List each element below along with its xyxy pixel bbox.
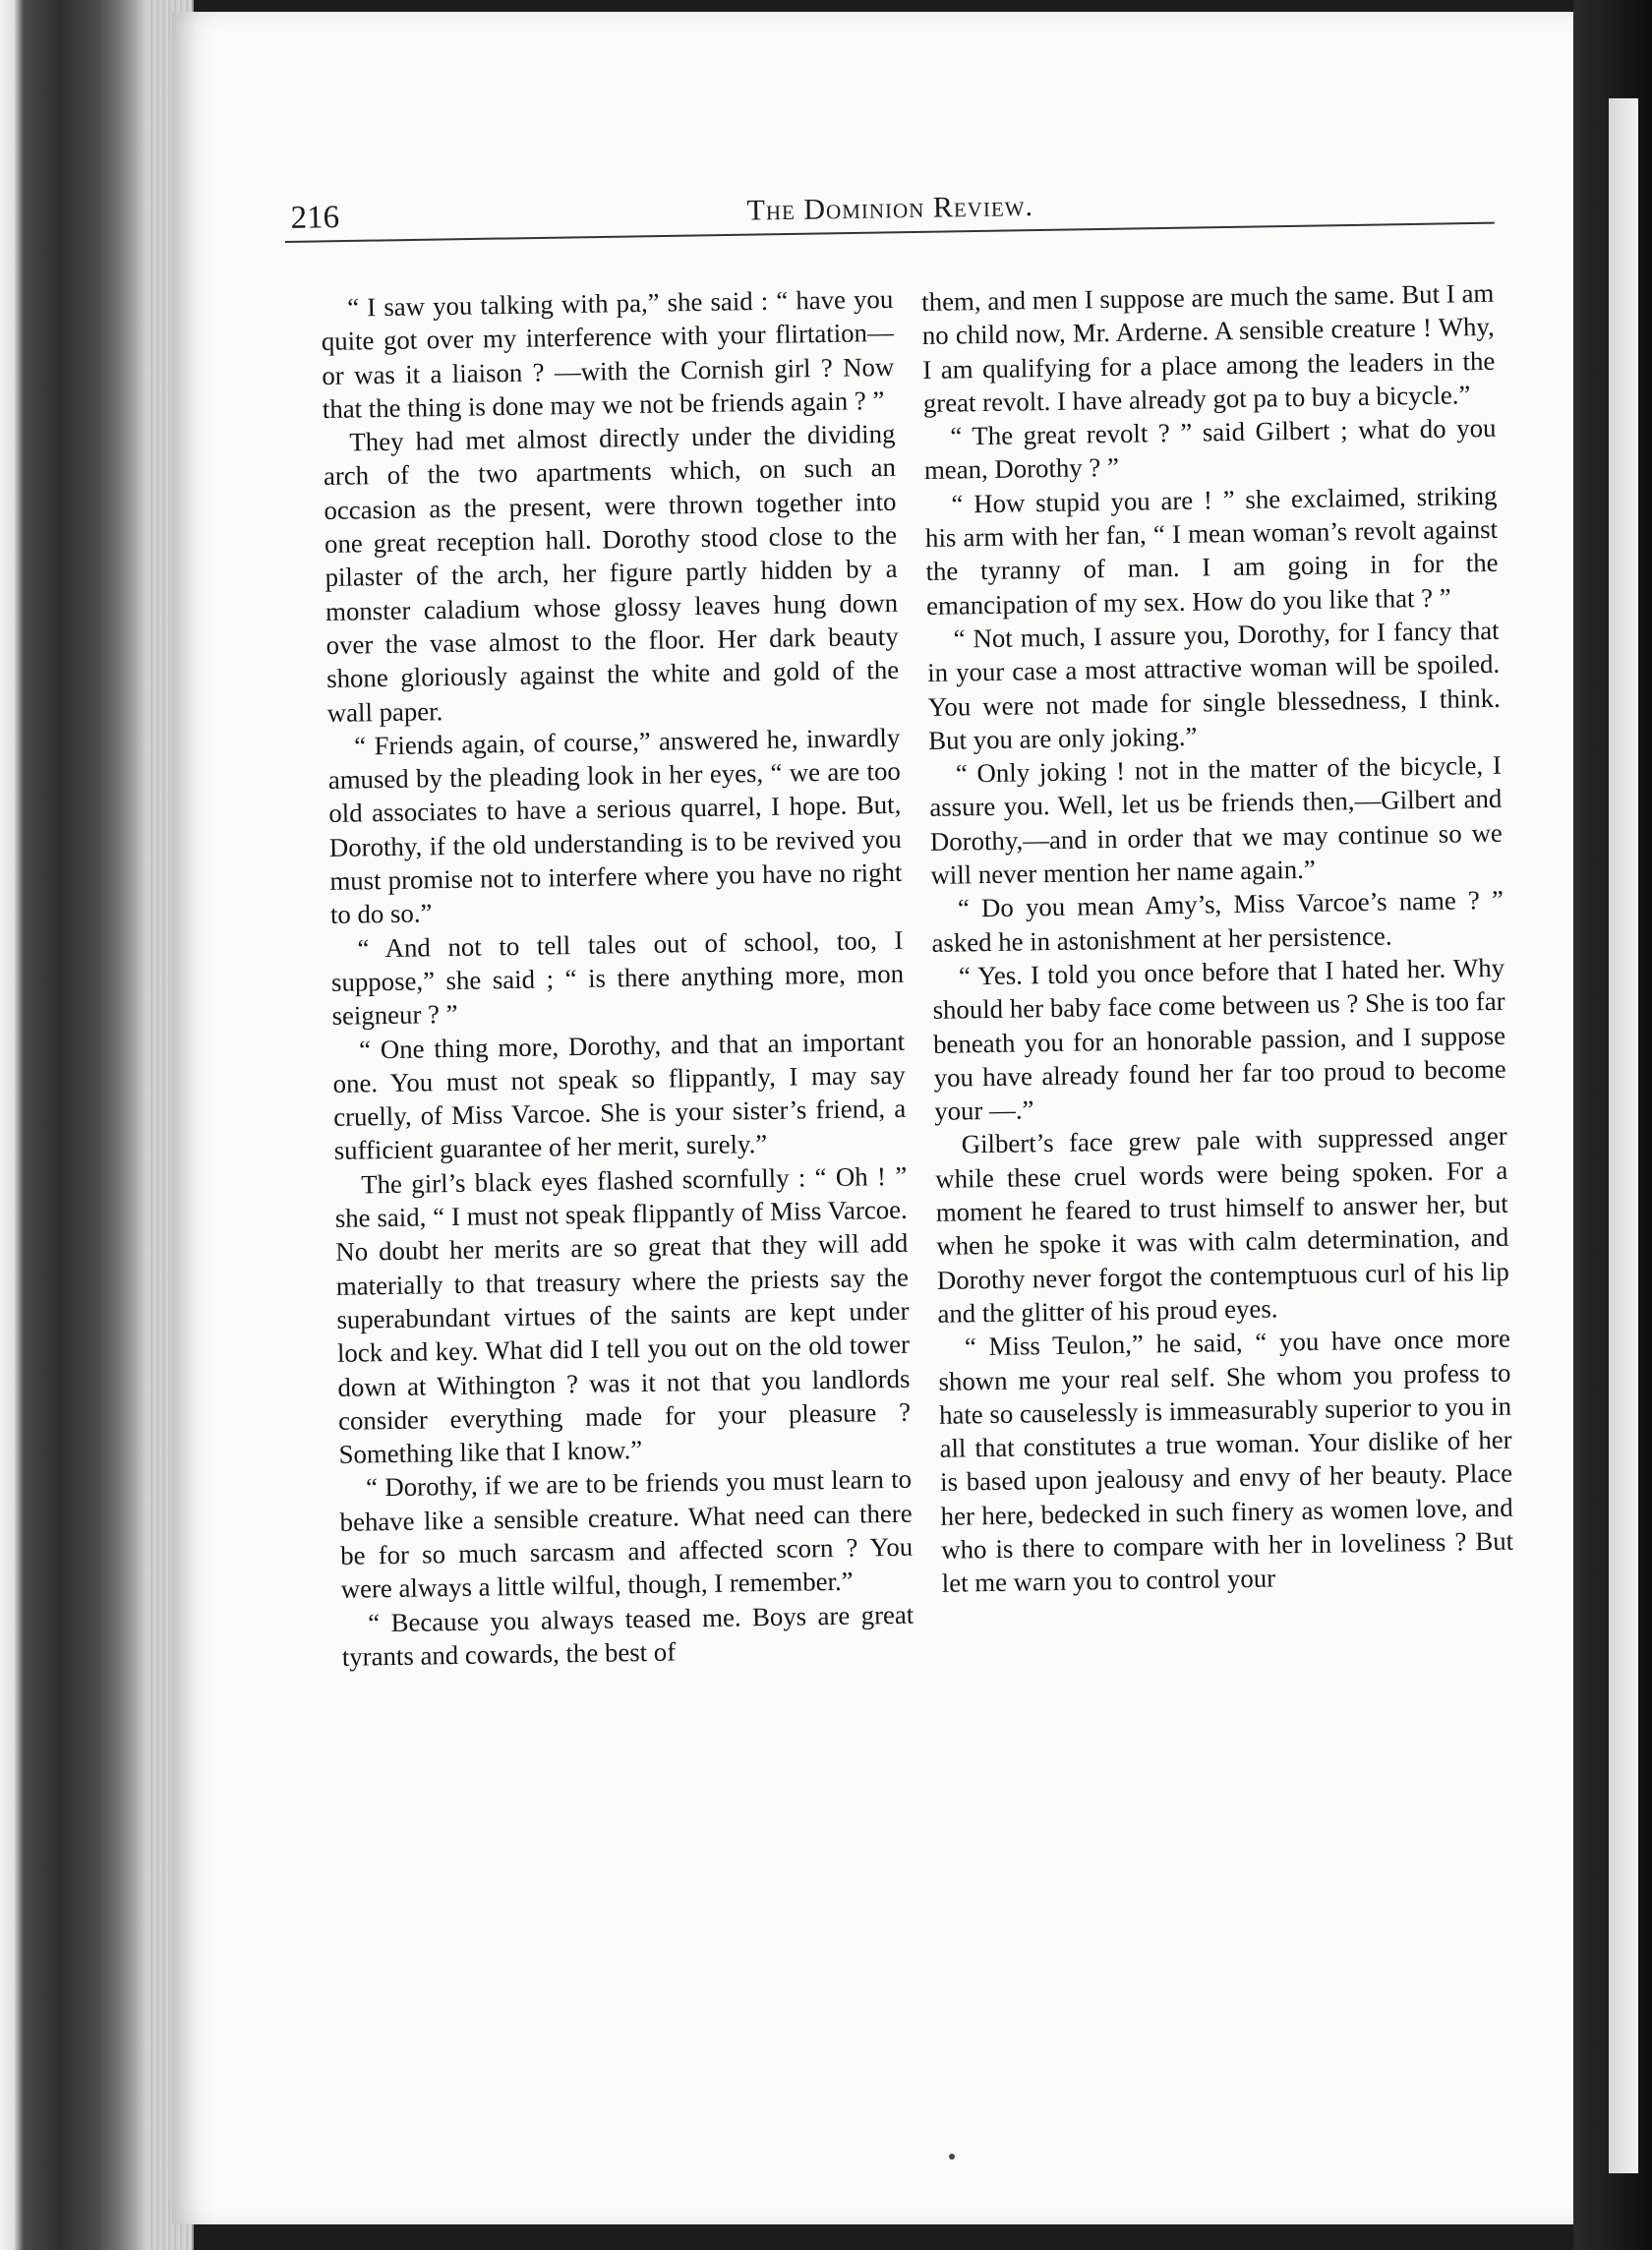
- paragraph: The girl’s black eyes flashed scornfully : “ Oh ! ” she said, “ I must not speak flippantly of Miss Varcoe. No doubt her merits are so great that they will add materially to that treasury where the priests say the superabundant virtues of the saints are kept under lock and key. What did I tell you out on the old tower down at Withington ? was it not that you landlords consider everything made for your pleasure ? Something like that I know.”: [334, 1160, 912, 1469]
- paragraph: “ Yes. I told you once before that I hated her. Why should her baby face come between us ? She is too far beneath you for an honorable passion, and I suppose you have already found her far too proud to become your —.”: [932, 952, 1506, 1127]
- paragraph: “ Friends again, of course,” answered he, inwardly amused by the pleading look in her eyes, “ we are too old associates to have a serious quarrel, I hope. But, Dorothy, if the old understanding is to be revived you must promise not to interfere where you have no right to do so.”: [327, 722, 903, 930]
- scan-speck: [949, 2154, 955, 2160]
- paragraph: “ Only joking ! not in the matter of the bicycle, I assure you. Well, let us be friends then,—Gilbert and Dorothy,—and in order that we may continue so we will never mention her name again.”: [929, 749, 1504, 890]
- book-binding-edge: [0, 0, 148, 2250]
- paragraph: “ One thing more, Dorothy, and that an important one. You must not speak so flippantly, I may say cruelly, of Miss Varcoe. She is your sister’s friend, a sufficient guarantee of her merit, surely.”: [332, 1026, 907, 1166]
- page-number: 216: [290, 200, 340, 236]
- running-title: The Dominion Review.: [746, 190, 1034, 227]
- paragraph: “ Miss Teulon,” he said, “ you have once more shown me your real self. She whom you profess to hate so causelessly is immeasurably superior to you in all that constitutes a true woman. Your dislike of her is based upon jealousy and envy of her beauty. Place her here, bedecked in such finery as women love, and who is there to compare with her in loveliness ? But let me warn you to control your: [938, 1323, 1514, 1599]
- paragraph: “ Not much, I assure you, Dorothy, for I fancy that in your case a most attractive woman will be spoiled. You were not made for single blessedness, I think. But you are only joking.”: [926, 615, 1501, 755]
- paragraph: “ Do you mean Amy’s, Miss Varcoe’s name ? ” asked he in astonishment at her persistence.: [931, 885, 1504, 958]
- paragraph: They had met almost directly under the dividing arch of the two apartments which, on such an occasion as the present, were thrown together into one great reception hall. Dorothy stood close to the pilaster of the arch, her figure partly hidden by a monster caladium whose glossy leaves hung down over the vase almost to the floor. Her dark beauty shone gloriously against the white and gold of the wall paper.: [323, 419, 900, 728]
- paragraph-continued: them, and men I suppose are much the same. But I am no child now, Mr. Arderne. A sensible creature ! Why, I am qualifying for a place among the leaders in the great revolt. I have already got pa to buy a bicycle.”: [921, 277, 1496, 418]
- paragraph: “ Dorothy, if we are to be friends you must learn to behave like a sensible creature. What need can there be for so much sarcasm and affected scorn ? You were always a little wilful, though, I remember.”: [339, 1464, 914, 1605]
- left-column: [321, 282, 920, 2042]
- paragraph: “ The great revolt ? ” said Gilbert ; what do you mean, Dorothy ? ”: [923, 413, 1497, 486]
- paragraph: “ How stupid you are ! ” she exclaimed, striking his arm with her fan, “ I mean woman’s revolt against the tyranny of man. I am going in for the emancipation of my sex. How do you like that ? ”: [924, 480, 1499, 621]
- right-column: [921, 276, 1521, 2036]
- paragraph: “ I saw you talking with pa,” she said : “ have you quite got over my interference with your flirtation—or was it a liaison ? —with the Cornish girl ? Now that the thing is done may we not be friends again ? ”: [321, 283, 895, 424]
- facing-page-edge: [1609, 98, 1638, 2173]
- paragraph: “ And not to tell tales out of school, too, I suppose,” she said ; “ is there anything more, mon seigneur ? ”: [330, 924, 905, 1032]
- paragraph: “ Because you always teased me. Boys are great tyrants and cowards, the best of: [341, 1599, 914, 1672]
- paragraph: Gilbert’s face grew pale with suppressed anger while these cruel words were being spoken. For a moment he feared to trust himself to answer her, but when he spoke it was with calm determination, and Dorothy never forgot the contemptuous curl of his lip and the glitter of his proud eyes.: [935, 1121, 1510, 1329]
